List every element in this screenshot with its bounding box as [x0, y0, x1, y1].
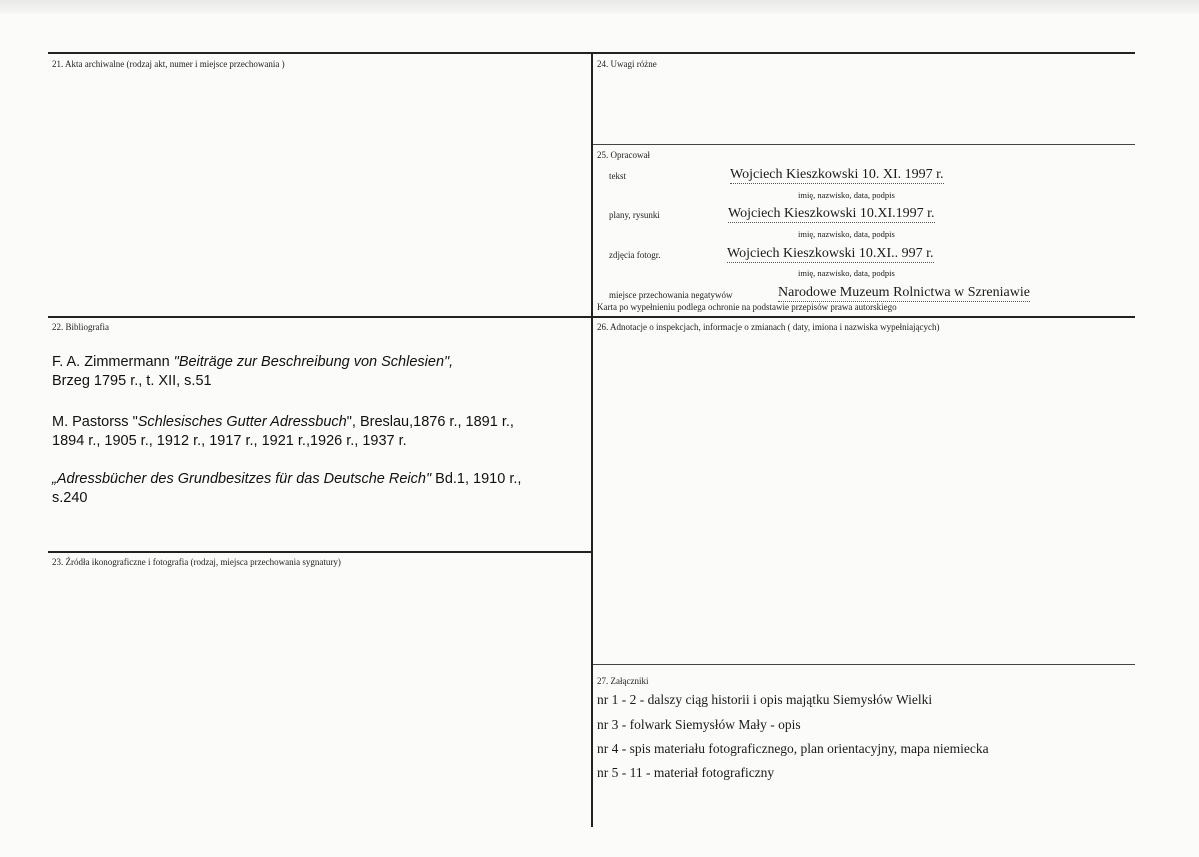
negatives-label: miejsce przechowania negatywów	[609, 290, 733, 300]
sec22-label: 22. Bibliografia	[52, 322, 109, 332]
author-row-photos-label: zdjęcia fotogr.	[609, 250, 661, 260]
bib2-author: M. Pastorss "	[52, 414, 138, 430]
bib2-title: Schlesisches Gutter Adressbuch	[137, 414, 347, 430]
attachment-item-1: nr 1 - 2 - dalszy ciąg historii i opis majątku Siemysłów Wielki	[597, 692, 933, 707]
scan-top-edge	[0, 0, 1199, 14]
attachment-item-3: nr 4 - spis materiału fotograficznego, plan orientacyjny, mapa niemiecka	[597, 741, 989, 756]
author-row-text-sub: imię, nazwisko, data, podpis	[798, 190, 895, 200]
bib3-title: „Adressbücher des Grundbesitzes für das Deutsche Reich"	[52, 471, 432, 487]
bibliography-entry-2	[52, 413, 582, 451]
author-row-photos-value: Wojciech Kieszkowski 10.XI.. 997 r.	[727, 246, 934, 261]
copyright-note: Karta po wypełnieniu podlega ochronie na podstawie przepisów prawa autorskiego	[597, 302, 897, 312]
attachment-item-2: nr 3 - folwark Siemysłów Mały - opis	[597, 717, 801, 732]
sec26-label: 26. Adnotacje o inspekcjach, informacje o zmianach ( daty, imiona i nazwiska wypełniających)	[597, 322, 940, 332]
sec23-label: 23. Źródła ikonograficzne i fotografia (rodzaj, miejsca przechowania sygnatury)	[52, 557, 341, 567]
bibliography-entry-3	[52, 470, 582, 508]
center-divider-line	[591, 52, 593, 827]
bib1-rest: Brzeg 1795 r., t. XII, s.51	[52, 373, 212, 389]
sec24-label: 24. Uwagi różne	[597, 59, 657, 69]
author-row-text-value: Wojciech Kieszkowski 10. XI. 1997 r.	[730, 167, 944, 182]
bib1-title: "Beiträge zur Beschreibung von Schlesien",	[173, 354, 454, 370]
author-row-plans-sub: imię, nazwisko, data, podpis	[798, 229, 895, 239]
middle-row-line	[48, 316, 1135, 318]
sec26-bottom-line	[593, 664, 1135, 665]
bib2-rest2: 1894 r., 1905 r., 1912 r., 1917 r., 1921 r.,1926 r., 1937 r.	[52, 433, 407, 449]
sec24-bottom-line	[593, 144, 1135, 145]
sec27-label: 27. Załączniki	[597, 676, 649, 686]
author-row-plans-value: Wojciech Kieszkowski 10.XI.1997 r.	[728, 206, 935, 221]
author-row-photos-sub: imię, nazwisko, data, podpis	[798, 268, 895, 278]
sec21-label: 21. Akta archiwalne (rodzaj akt, numer i miejsce przechowania )	[52, 59, 285, 69]
bibliography-entry-1	[52, 353, 582, 391]
bib1-author: F. A. Zimmermann	[52, 354, 174, 370]
author-row-plans-label: plany, rysunki	[609, 210, 660, 220]
bib2-rest1: ", Breslau,1876 r., 1891 r.,	[346, 414, 514, 430]
author-row-text-label: tekst	[609, 171, 626, 181]
sec22-bottom-line	[48, 551, 593, 553]
attachment-item-4: nr 5 - 11 - materiał fotograficzny	[597, 765, 775, 780]
sec25-label: 25. Opracował	[597, 150, 650, 160]
negatives-value: Narodowe Muzeum Rolnictwa w Szreniawie	[778, 285, 1030, 300]
bib3-rest2: s.240	[52, 490, 88, 506]
bib3-rest1: Bd.1, 1910 r.,	[431, 471, 522, 487]
